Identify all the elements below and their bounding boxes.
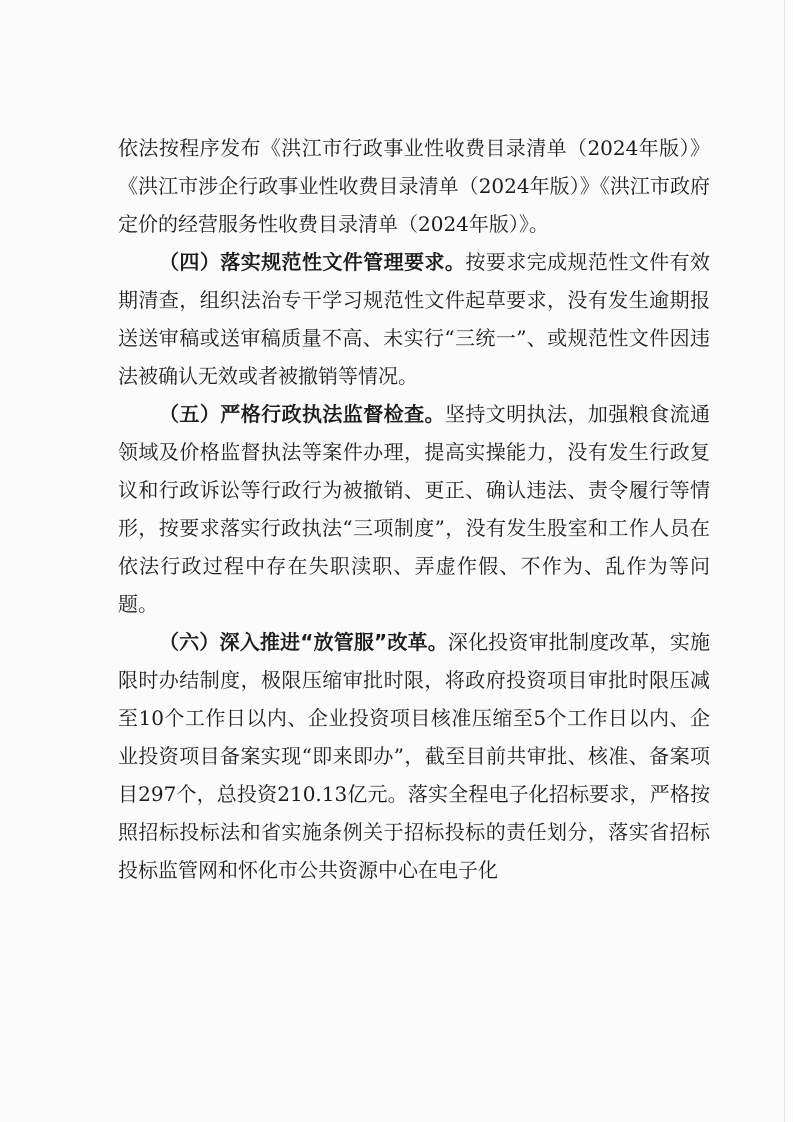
section-heading: （六）深入推进“放管服”改革。 xyxy=(159,630,448,654)
paragraph-text: 坚持文明执法，加强粮食流通领域及价格监督执法等案件办理，提高实操能力，没有发生行政复议和行政诉讼等行政行为被撤销、更正、确认违法、责令履行等情形，按要求落实行政执法“三项制度”，没有发生股室和工作人员在依法行政过程中存在失职渎职、弄虚作假、不作为、乱作为等问题。 xyxy=(118,402,711,616)
page-edge-line xyxy=(784,0,785,1122)
paragraph-section-6 xyxy=(118,623,710,889)
section-heading: （四）落实规范性文件管理要求。 xyxy=(159,250,466,274)
paragraph-text: 按要求完成规范性文件有效期清查，组织法治专干学习规范性文件起草要求，没有发生逾期报送送审稿或送审稿质量不高、未实行“三统一”、或规范性文件因违法被确认无效或者被撤销等情况。 xyxy=(118,250,711,388)
document-body xyxy=(118,129,710,889)
paragraph-section-5 xyxy=(118,395,710,623)
section-heading: （五）严格行政执法监督检查。 xyxy=(159,402,445,426)
paragraph-continuation xyxy=(118,129,710,243)
paragraph-text: 深化投资审批制度改革，实施限时办结制度，极限压缩审批时限，将政府投资项目审批时限压减至10个工作日以内、企业投资项目核准压缩至5个工作日以内、企业投资项目备案实现“即来即办”，截至目前共审批、核准、备案项目297个，总投资210.13亿元。落实全程电子化招标要求，严格按照招标投标法和省实施条例关于招标投标的责任划分，落实省招标投标监管网和怀化市公共资源中心在电子化 xyxy=(118,630,710,882)
paragraph-text: 依法按程序发布《洪江市行政事业性收费目录清单（2024年版）》《洪江市涉企行政事业性收费目录清单（2024年版）》《洪江市政府定价的经营服务性收费目录清单（2024年版）》。 xyxy=(118,136,710,236)
paragraph-section-4 xyxy=(118,243,710,395)
